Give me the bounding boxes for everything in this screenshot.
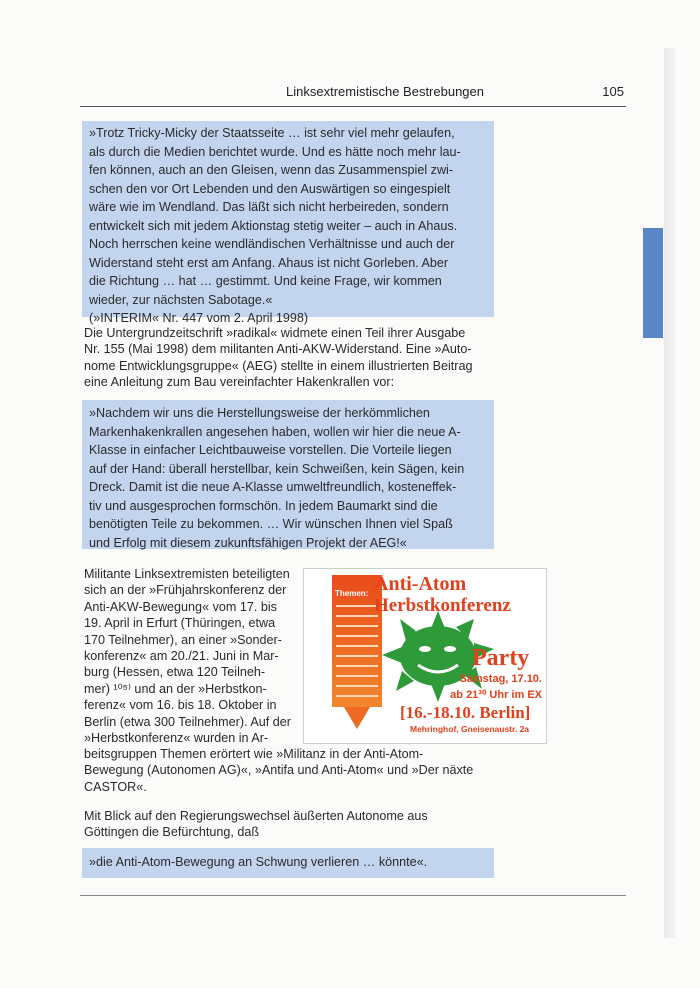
flyer-topic-line bbox=[336, 695, 378, 697]
text-line: Die Untergrundzeitschrift »radikal« widmete einen Teil ihrer Ausgabe bbox=[84, 326, 466, 340]
paragraph-konferenzen-narrow bbox=[84, 566, 298, 746]
quote-line: Widerstand steht erst am Anfang. Ahaus ist nicht Gorleben. Aber bbox=[89, 255, 449, 270]
flyer-topic-line bbox=[336, 675, 378, 677]
flyer-title-herbstkonferenz: Herbstkonferenz bbox=[374, 595, 511, 616]
text-line: 19. April in Erfurt (Thüringen, etwa bbox=[84, 616, 276, 631]
page-edge-shadow bbox=[664, 48, 676, 938]
quote-line: auf der Hand: überall herstellbar, kein Schweißen, kein Sägen, kein bbox=[89, 461, 465, 476]
flyer-topic-line bbox=[336, 655, 378, 657]
flyer-title-anti-atom: Anti-Atom bbox=[374, 573, 467, 595]
text-line: sich an der »Frühjahrskonferenz der bbox=[84, 583, 287, 598]
text-line: mer) ¹⁰⁵⁾ und an der »Herbstkon- bbox=[84, 681, 267, 696]
quote-line: schen den vor Ort Lebenden und den Auswärtigen so eingespielt bbox=[89, 181, 451, 196]
paragraph-radikal bbox=[84, 325, 484, 391]
flyer-arrow-icon bbox=[344, 707, 370, 729]
header-rule bbox=[80, 106, 626, 107]
quote-line: fen können, auch an den Gleisen, wenn das Zusammenspiel zwi- bbox=[89, 163, 454, 177]
flyer-topic-line bbox=[336, 645, 378, 647]
quote-citation: (»INTERIM« Nr. 447 vom 2. April 1998) bbox=[89, 311, 309, 325]
quote-text bbox=[89, 400, 491, 552]
quote-line: wäre wie im Wendland. Das läßt sich nicht herbeireden, sondern bbox=[89, 200, 449, 214]
page-number: 105 bbox=[602, 84, 624, 99]
quote-line: benötigten Teile zu bekommen. … Wir wünschen Ihnen viel Spaß bbox=[89, 517, 453, 531]
flyer-topic-line bbox=[336, 685, 378, 687]
text-line: Militante Linksextremisten beteiligten bbox=[84, 567, 290, 581]
flyer-address: Mehringhof, Gneisenaustr. 2a bbox=[410, 724, 530, 734]
text-line: Göttingen die Befürchtung, daß bbox=[84, 825, 260, 840]
flyer-topic-line bbox=[336, 665, 378, 667]
text-line: CASTOR«. bbox=[84, 779, 147, 794]
flyer-conference-dates: [16.-18.10. Berlin] bbox=[400, 703, 531, 722]
flyer-date-line: Samstag, 17.10. bbox=[459, 673, 542, 685]
running-header bbox=[80, 84, 626, 102]
flyer-topic-line bbox=[336, 605, 378, 607]
text-line: Nr. 155 (Mai 1998) dem militanten Anti-AKW-Widerstand. Eine »Auto- bbox=[84, 342, 472, 357]
text-line: »Herbstkonferenz« wurden in Ar- bbox=[84, 731, 269, 746]
text-line: 170 Teilnehmer), an einer »Sonder- bbox=[84, 632, 282, 647]
quote-line: als durch die Medien berichtet wurde. Und es hätte noch mehr lau- bbox=[89, 144, 461, 159]
quote-block-interim bbox=[82, 121, 494, 325]
quote-line: Dreck. Damit ist die neue A-Klasse umweltfreundlich, kosteneffek- bbox=[89, 480, 457, 494]
quote-line: die Richtung … hat … gestimmt. Und keine Frage, wir kommen bbox=[89, 274, 442, 288]
quote-line: Noch herrschen keine wendländischen Verhältnisse und auch der bbox=[89, 237, 455, 251]
flyer-topic-line bbox=[336, 635, 378, 637]
header-title: Linksextremistische Bestrebungen bbox=[286, 84, 484, 99]
flyer-topic-line bbox=[336, 615, 378, 617]
text-line: burg (Hessen, etwa 120 Teilneh- bbox=[84, 665, 266, 680]
text-line: ferenz« vom 16. bis 18. Oktober in bbox=[84, 698, 277, 713]
text-line: Mit Blick auf den Regierungswechsel äußerten Autonome aus bbox=[84, 809, 428, 823]
quote-line: entwickelt sich mit jedem Aktionstag stetig weiter – auch in Ahaus. bbox=[89, 218, 458, 233]
quote-line: »Trotz Tricky-Micky der Staatsseite … ist sehr viel mehr gelaufen, bbox=[89, 126, 455, 140]
text-line: nome Entwicklungsgruppe« (AEG) stellte in einem illustrierten Beitrag bbox=[84, 358, 473, 373]
chapter-marker-tab bbox=[643, 228, 663, 338]
quote-block-aeg bbox=[82, 400, 494, 549]
quote-text bbox=[89, 121, 491, 328]
paragraph-konferenzen-wide bbox=[84, 746, 484, 795]
flyer-themen-label: Themen: bbox=[335, 589, 369, 598]
text-line: Anti-AKW-Bewegung« vom 17. bis bbox=[84, 599, 277, 614]
quote-line: Markenhakenkrallen angesehen haben, wollen wir hier die neue A- bbox=[89, 424, 461, 439]
footer-rule bbox=[80, 895, 626, 896]
herbstkonferenz-flyer-image bbox=[303, 568, 547, 744]
quote-line: und Erfolg mit diesem zukunftsfähigen Projekt der AEG!« bbox=[89, 535, 407, 550]
flyer-topic-line bbox=[336, 625, 378, 627]
quote-line: tiv und ausgesprochen formschön. In jedem Baumarkt sind die bbox=[89, 498, 438, 513]
quote-block-goettingen bbox=[82, 848, 494, 878]
text-line: eine Anleitung zum Bau vereinfachter Hakenkrallen vor: bbox=[84, 375, 395, 390]
flyer-vertical-strip bbox=[308, 573, 330, 737]
quote-line: »Nachdem wir uns die Herstellungsweise der herkömmlichen bbox=[89, 406, 430, 420]
quote-line: wieder, zur nächsten Sabotage.« bbox=[89, 292, 273, 307]
text-line: Bewegung (Autonomen AG)«, »Antifa und Anti-Atom« und »Der näxte bbox=[84, 763, 474, 778]
text-line: konferenz« am 20./21. Juni in Mar- bbox=[84, 649, 279, 664]
flyer-party-label: Party bbox=[472, 645, 530, 671]
text-line: Berlin (etwa 300 Teilnehmer). Auf der bbox=[84, 714, 291, 729]
quote-line: »die Anti-Atom-Bewegung an Schwung verlieren … könnte«. bbox=[89, 855, 428, 869]
flyer-time-line: ab 21³⁰ Uhr im EX bbox=[450, 689, 542, 701]
quote-line: Klasse in einfacher Leichtbauweise vorstellen. Die Vorteile liegen bbox=[89, 443, 452, 457]
text-line: beitsgruppen Themen erörtert wie »Militanz in der Anti-Atom- bbox=[84, 747, 424, 761]
paragraph-goettingen bbox=[84, 808, 484, 841]
